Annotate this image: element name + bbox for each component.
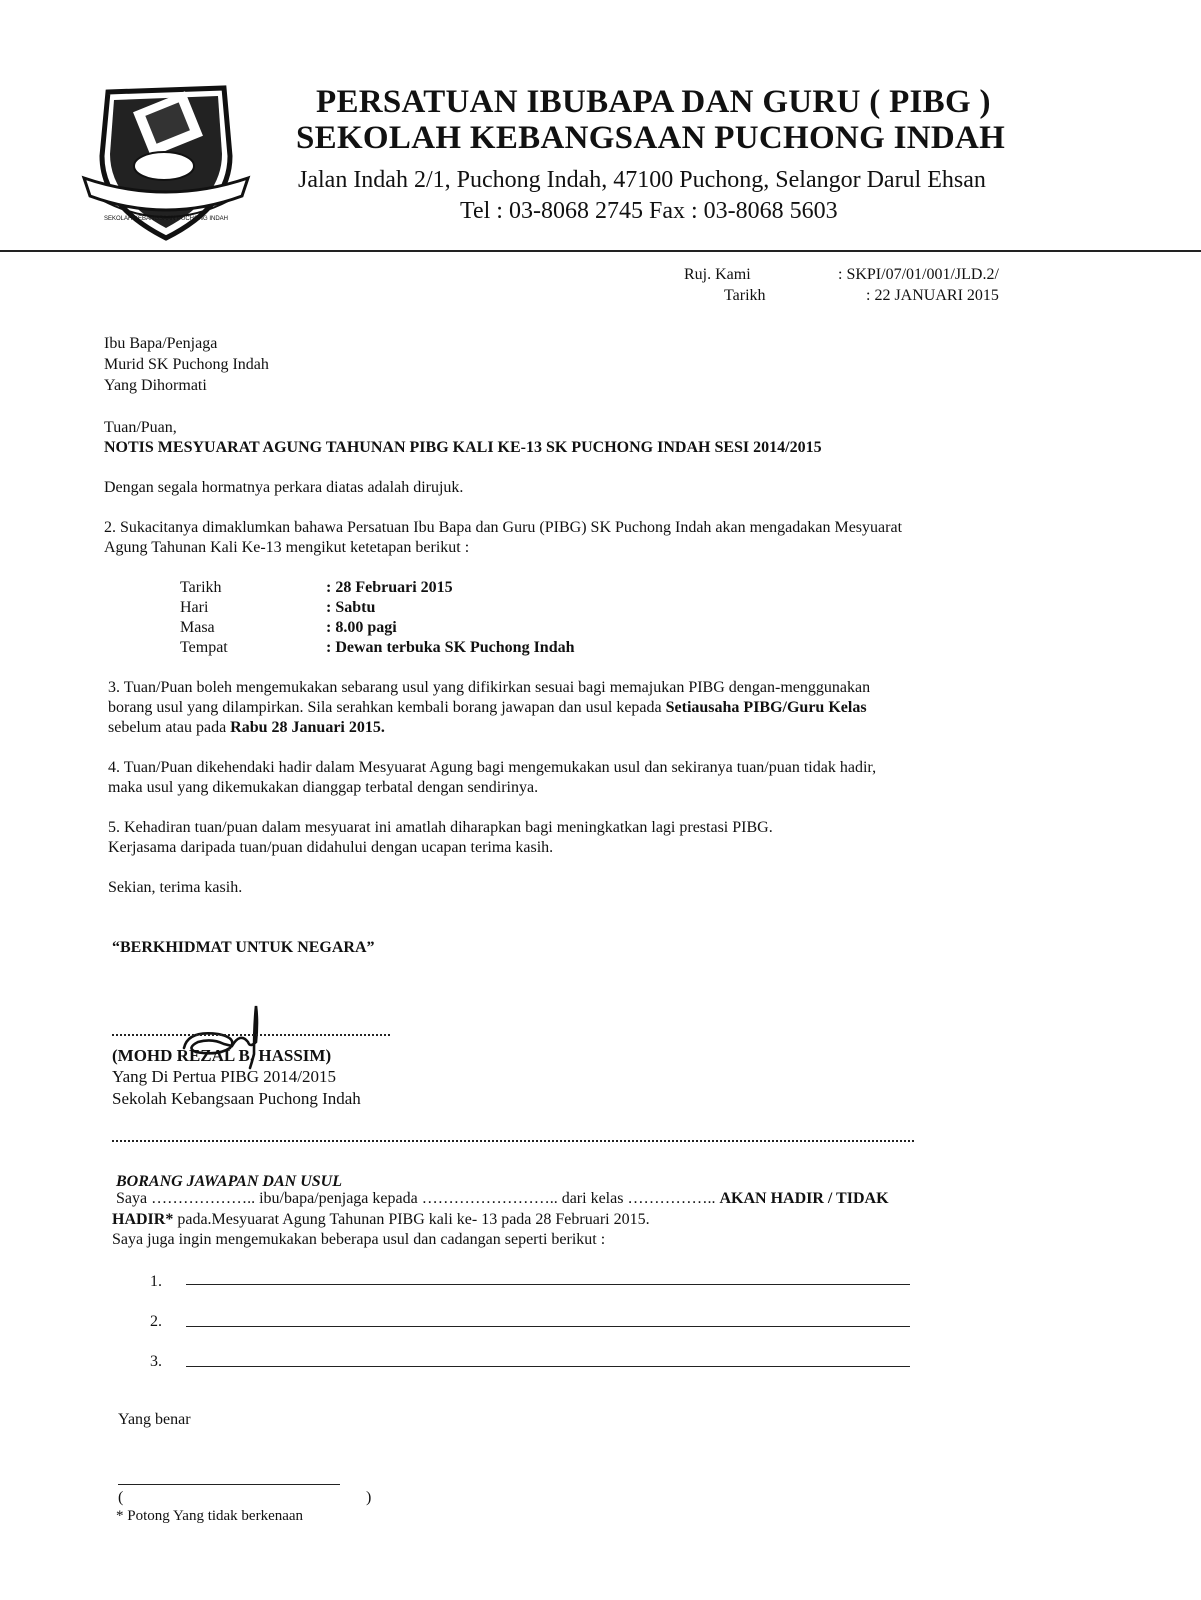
signatory-title: Yang Di Pertua PIBG 2014/2015 [112, 1067, 337, 1086]
yang-benar: Yang benar [118, 1411, 191, 1428]
paragraph-1: Dengan segala hormatnya perkara diatas adalah dirujuk. [104, 479, 464, 496]
form-title: BORANG JAWAPAN DAN USUL [116, 1173, 342, 1190]
form-line2 [112, 1210, 650, 1230]
proposal-line-3[interactable] [186, 1366, 910, 1367]
detail-label: Tarikh [180, 579, 222, 596]
proposal-number: 3. [150, 1353, 162, 1370]
form-signature-line[interactable] [118, 1484, 340, 1485]
paragraph-3-line2 [108, 698, 867, 718]
form-line1-text: Saya ……………….. ibu/bapa/penjaga kepada …………………….. dari kelas …………….. [116, 1190, 720, 1207]
detail-value: : 8.00 pagi [326, 619, 397, 636]
detail-label: Tempat [180, 639, 228, 656]
proposal-line-1[interactable] [186, 1284, 910, 1285]
form-attendance-option-cont: HADIR* [112, 1211, 174, 1228]
form-line1 [116, 1189, 889, 1209]
ref-label: Ruj. Kami [684, 266, 751, 283]
form-line3: Saya juga ingin mengemukakan beberapa usul dan cadangan seperti berikut : [112, 1231, 606, 1248]
org-tel-fax: Tel : 03-8068 2745 Fax : 03-8068 5603 [460, 198, 838, 224]
paragraph-4-line2: maka usul yang dikemukakan dianggap terbatal dengan sendirinya. [108, 779, 539, 796]
paragraph-5-line2: Kerjasama daripada tuan/puan didahului dengan ucapan terima kasih. [108, 839, 554, 856]
org-name-line1: PERSATUAN IBUBAPA DAN GURU ( PIBG ) [316, 84, 991, 120]
paragraph-3-deadline: Rabu 28 Januari 2015. [230, 719, 385, 736]
ref-value: : SKPI/07/01/001/JLD.2/ [838, 266, 999, 283]
paragraph-3-line3 [108, 718, 385, 738]
date-value: : 22 JANUARI 2015 [866, 287, 999, 304]
signatory-school: Sekolah Kebangsaan Puchong Indah [112, 1089, 361, 1108]
paragraph-2-line1: 2. Sukacitanya dimaklumkan bahawa Persatuan Ibu Bapa dan Guru (PIBG) SK Puchong Indah akan mengadakan Mesyuarat [104, 519, 903, 536]
detail-value: : 28 Februari 2015 [326, 579, 453, 596]
org-address: Jalan Indah 2/1, Puchong Indah, 47100 Puchong, Selangor Darul Ehsan [298, 167, 986, 193]
proposal-number: 2. [150, 1313, 162, 1330]
signatory-name: (MOHD REZAL B. HASSIM) [112, 1046, 332, 1065]
proposal-number: 1. [150, 1273, 162, 1290]
subject: NOTIS MESYUARAT AGUNG TAHUNAN PIBG KALI KE-13 SK PUCHONG INDAH SESI 2014/2015 [104, 439, 822, 456]
paragraph-5-line1: 5. Kehadiran tuan/puan dalam mesyuarat ini amatlah diharapkan bagi meningkatkan lagi prestasi PIBG. [108, 819, 773, 836]
logo-text: SEKOLAH KEBANGSAAN PUCHONG INDAH [103, 216, 229, 222]
cut-line [112, 1140, 914, 1142]
recipient-line3: Yang Dihormati [104, 377, 207, 394]
closing: Sekian, terima kasih. [108, 879, 243, 896]
name-paren-open: ( [118, 1489, 124, 1506]
motto: “BERKHIDMAT UNTUK NEGARA” [112, 939, 375, 956]
signature-dotted-line [112, 1034, 390, 1036]
school-logo [80, 74, 252, 246]
org-name-line2: SEKOLAH KEBANGSAAN PUCHONG INDAH [296, 120, 1006, 156]
recipient-line1: Ibu Bapa/Penjaga [104, 335, 218, 352]
date-label: Tarikh [724, 287, 766, 304]
name-paren-close: ) [366, 1489, 372, 1506]
paragraph-3-contact: Setiausaha PIBG/Guru Kelas [665, 699, 867, 716]
paragraph-3-line1: 3. Tuan/Puan boleh mengemukakan sebarang usul yang difikirkan sesuai bagi memajukan PIBG dengan-menggunakan [108, 679, 871, 696]
recipient-line2: Murid SK Puchong Indah [104, 356, 269, 373]
form-attendance-option: AKAN HADIR / TIDAK [719, 1190, 889, 1207]
paragraph-4-line1: 4. Tuan/Puan dikehendaki hadir dalam Mesyuarat Agung bagi mengemukakan usul dan sekiranya tuan/puan tidak hadir, [108, 759, 877, 776]
form-line2-text: pada.Mesyuarat Agung Tahunan PIBG kali ke- 13 pada 28 Februari 2015. [173, 1211, 650, 1228]
paragraph-3-line3-text: sebelum atau pada [108, 719, 231, 736]
detail-value: : Dewan terbuka SK Puchong Indah [326, 639, 575, 656]
paragraph-2-line2: Agung Tahunan Kali Ke-13 mengikut ketetapan berikut : [104, 539, 470, 556]
detail-label: Masa [180, 619, 215, 636]
header-rule [0, 250, 1201, 252]
detail-label: Hari [180, 599, 209, 616]
detail-value: : Sabtu [326, 599, 376, 616]
proposal-line-2[interactable] [186, 1326, 910, 1327]
paragraph-3-line2-text: borang usul yang dilampirkan. Sila serahkan kembali borang jawapan dan usul kepada [108, 699, 666, 716]
footnote: * Potong Yang tidak berkenaan [116, 1508, 304, 1524]
salutation: Tuan/Puan, [104, 419, 177, 436]
